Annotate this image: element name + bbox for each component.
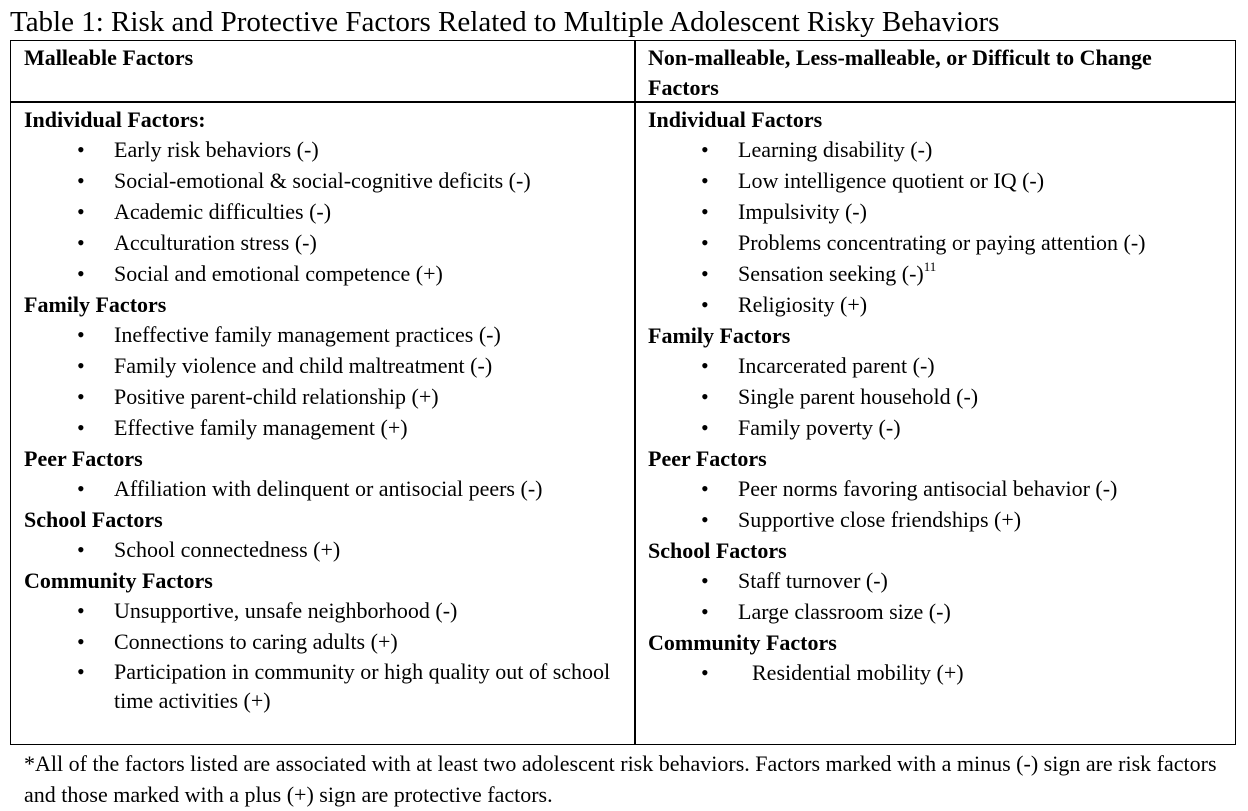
table-caption: Table 1: Risk and Protective Factors Related to Multiple Adolescent Risky Behaviors <box>10 6 1000 38</box>
list-item: • Sensation seeking $(-)^{11}$ <box>648 258 1228 289</box>
list-item: • Connections to caring adults (+) <box>24 626 624 657</box>
bullet-icon: • <box>77 476 85 501</box>
list-item: • Low intelligence quotient or IQ (-) <box>648 165 1228 196</box>
bullet-icon: • <box>701 168 709 193</box>
bullet-icon: • <box>701 261 709 286</box>
list-item: • Family violence and child maltreatment (-) <box>24 350 624 381</box>
bullet-icon: • <box>701 599 709 624</box>
malleable-column <box>24 104 624 715</box>
list-item: • School connectedness (+) <box>24 534 624 565</box>
bullet-icon: • <box>701 476 709 501</box>
list-item: • Peer norms favoring antisocial behavior (-) <box>648 473 1228 504</box>
list-item: • Effective family management (+) <box>24 412 624 443</box>
list-item: • Supportive close friendships (+) <box>648 504 1228 535</box>
bullet-icon: • <box>701 353 709 378</box>
list-item: • Learning disability (-) <box>648 134 1228 165</box>
list-item: • Affiliation with delinquent or antisocial peers (-) <box>24 473 624 504</box>
list-item: • Unsupportive, unsafe neighborhood (-) <box>24 595 624 626</box>
list-item: • Ineffective family management practices (-) <box>24 319 624 350</box>
bullet-icon: • <box>77 137 85 162</box>
bullet-icon: • <box>77 322 85 347</box>
bullet-icon: • <box>77 598 85 623</box>
bullet-icon: • <box>701 230 709 255</box>
list-item: • Acculturation stress (-) <box>24 227 624 258</box>
bullet-icon: • <box>77 261 85 286</box>
section-school-factors: School Factors <box>24 507 163 532</box>
list-item: • Participation in community or high quality out of school time activities (+) <box>77 659 611 713</box>
bullet-icon: • <box>77 199 85 224</box>
section-community-factors: Community Factors <box>24 568 213 593</box>
section-family-factors: Family Factors <box>24 292 167 317</box>
section-individual-factors: Individual Factors <box>648 107 823 132</box>
bullet-icon: • <box>701 507 709 532</box>
bullet-icon: • <box>77 629 85 654</box>
section-individual-factors: Individual Factors: <box>24 107 206 132</box>
list-item: • Academic difficulties (-) <box>24 196 624 227</box>
non-malleable-column <box>648 104 1228 688</box>
header-malleable: Malleable Factors <box>24 45 194 70</box>
bullet-icon: • <box>701 292 709 317</box>
bullet-icon: • <box>77 659 85 684</box>
list-item: • Impulsivity (-) <box>648 196 1228 227</box>
section-family-factors: Family Factors <box>648 323 791 348</box>
list-item: • Incarcerated parent (-) <box>648 350 1228 381</box>
list-item: • Positive parent-child relationship (+) <box>24 381 624 412</box>
table-footnote: *All of the factors listed are associated with at least two adolescent risk behaviors. Factors marked with a minus (-) sign are risk factors and those marked with a plus (+) sign are protective factors. <box>24 751 1217 807</box>
list-item: • Family poverty (-) <box>648 412 1228 443</box>
bullet-icon: • <box>77 230 85 255</box>
list-item: • Single parent household (-) <box>648 381 1228 412</box>
section-peer-factors: Peer Factors <box>648 446 767 471</box>
bullet-icon: • <box>701 415 709 440</box>
section-peer-factors: Peer Factors <box>24 446 143 471</box>
list-item: • Social-emotional & social-cognitive deficits (-) <box>24 165 624 196</box>
list-item: • Early risk behaviors (-) <box>24 134 624 165</box>
bullet-icon: • <box>701 660 709 685</box>
list-item: • Staff turnover (-) <box>648 565 1228 596</box>
section-community-factors: Community Factors <box>648 630 837 655</box>
bullet-icon: • <box>77 415 85 440</box>
section-school-factors: School Factors <box>648 538 787 563</box>
header-non-malleable: Non-malleable, Less-malleable, or Difficult to Change Factors <box>648 45 1152 100</box>
bullet-icon: • <box>77 353 85 378</box>
list-item: • Social and emotional competence (+) <box>24 258 624 289</box>
list-item: • Religiosity (+) <box>648 289 1228 320</box>
footnote-reference: 11 <box>923 259 937 274</box>
bullet-icon: • <box>701 568 709 593</box>
bullet-icon: • <box>77 537 85 562</box>
bullet-icon: • <box>701 137 709 162</box>
list-item: • Problems concentrating or paying attention (-) <box>648 227 1228 258</box>
bullet-icon: • <box>77 384 85 409</box>
bullet-icon: • <box>701 384 709 409</box>
list-item: • Large classroom size (-) <box>648 596 1228 627</box>
bullet-icon: • <box>701 199 709 224</box>
list-item: • Residential mobility (+) <box>648 657 1228 688</box>
column-divider <box>634 41 636 744</box>
factors-table <box>10 40 1236 745</box>
bullet-icon: • <box>77 168 85 193</box>
